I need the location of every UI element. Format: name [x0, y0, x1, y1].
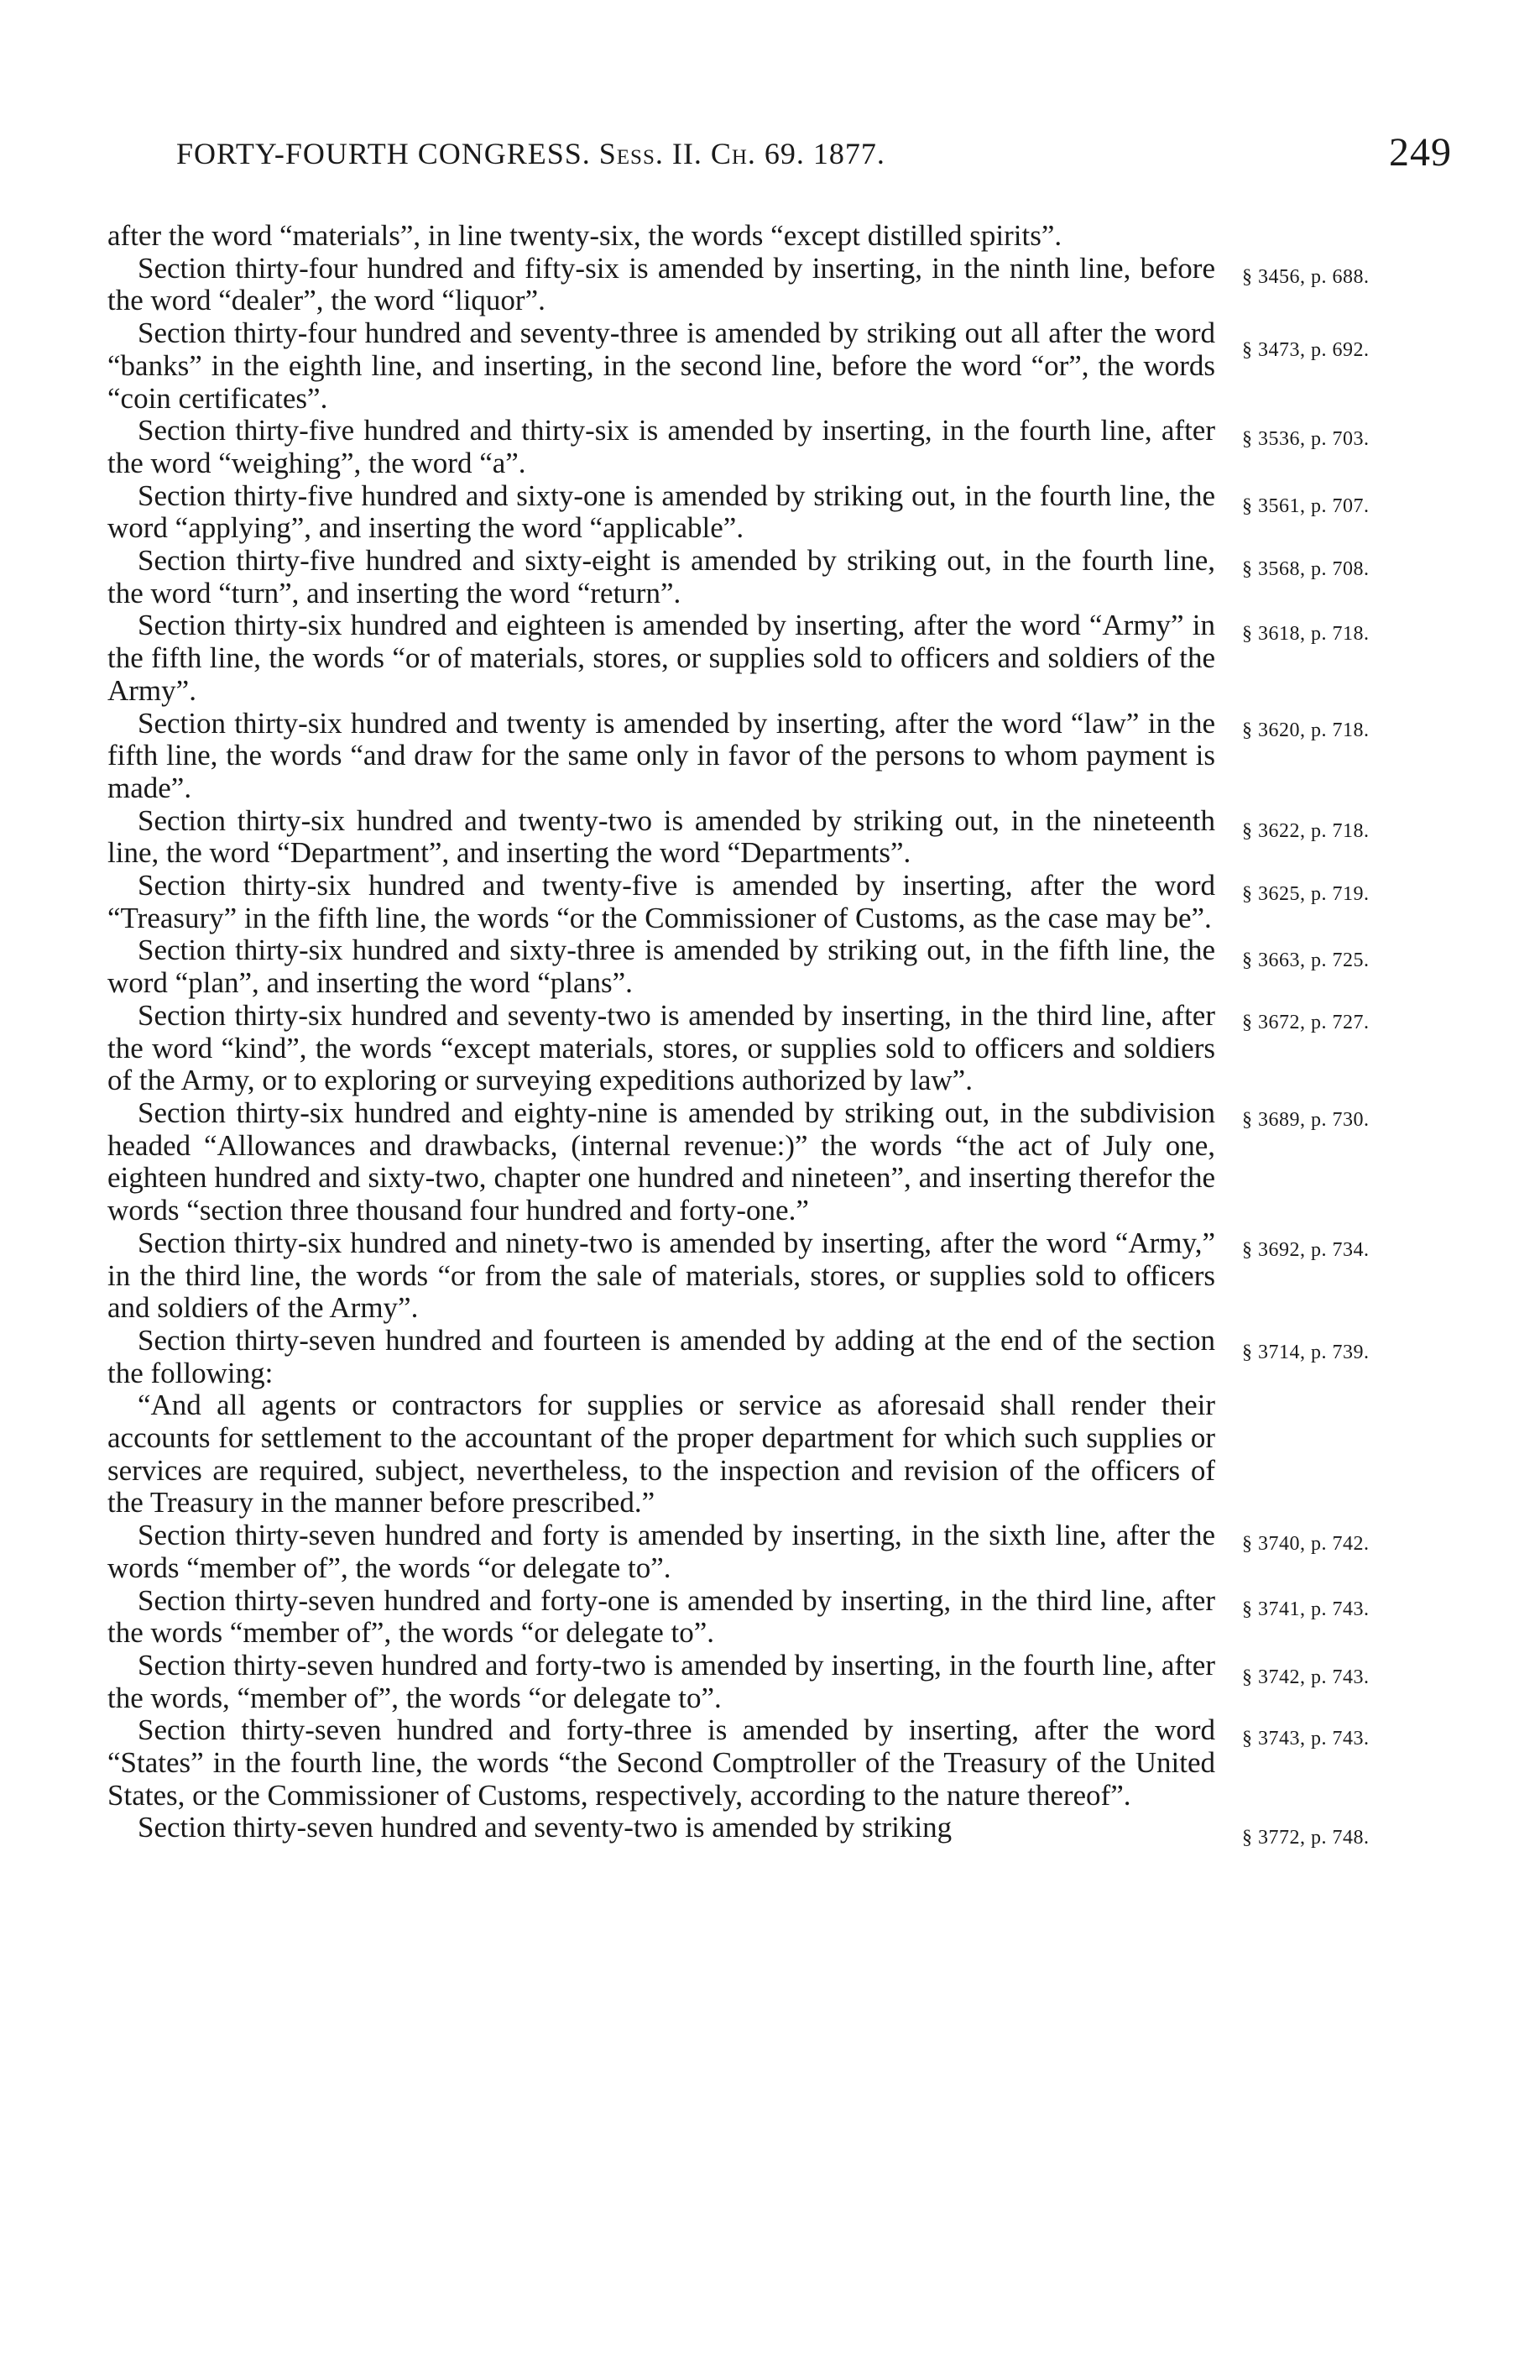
paragraph-text: Section thirty-seven hundred and forty-one is amended by inserting, in the third line, after the words “member of”, the words “or delegate to”. — [107, 1583, 1215, 1650]
paragraph-text: “And all agents or contractors for supplies or service as aforesaid shall render their accounts for settlement to the accountant of the proper department for which such supplies or services are required, subject, nevertheless, to the inspection and revision of the officers of the Treasury in the manner before prescribed.” — [107, 1389, 1215, 1520]
paragraph — [107, 869, 1370, 934]
page-number: 249 — [1389, 130, 1452, 175]
margin-note: § 3620, p. 718. — [1242, 719, 1370, 741]
margin-note: § 3663, p. 725. — [1242, 949, 1370, 972]
paragraph-text: Section thirty-seven hundred and seventy-two is amended by striking — [138, 1811, 953, 1844]
header-title: FORTY-FOURTH CONGRESS. Sess. II. Ch. 69. 1877. — [176, 137, 885, 170]
paragraph — [107, 1519, 1370, 1584]
paragraph — [107, 1811, 1370, 1849]
statute-body — [107, 219, 1370, 1849]
margin-note: § 3772, p. 748. — [1242, 1827, 1370, 1849]
margin-note: § 3622, p. 718. — [1242, 819, 1370, 842]
margin-note: § 3536, p. 703. — [1242, 428, 1370, 451]
paragraph — [107, 1648, 1370, 1714]
paragraph-text: Section thirty-six hundred and twenty-two is amended by striking out, in the nineteenth line, the word “Department”, and inserting the word “Departments”. — [107, 803, 1215, 870]
quoted-paragraph — [107, 1389, 1215, 1520]
paragraph — [107, 479, 1370, 545]
paragraph-text: Section thirty-six hundred and twenty-five is amended by inserting, after the word “Treasury” in the fifth line, the words “or the Commissioner of Customs, as the case may be”. — [107, 869, 1215, 934]
paragraph-text: Section thirty-six hundred and eighty-nine is amended by striking out, in the subdivision headed “Allowances and drawbacks, (internal revenue:)” the words “the act of July one, eighteen hundred and sixty-two, chapter one hundred and nineteen”, and inserting therefor the words “section three thousand four hundred and forty-one.” — [107, 1096, 1215, 1227]
margin-note: § 3740, p. 742. — [1242, 1533, 1370, 1556]
paragraph-text: Section thirty-five hundred and sixty-eight is amended by striking out, in the fourth line, the word “turn”, and inserting the word “return”. — [107, 544, 1215, 609]
margin-note: § 3618, p. 718. — [1242, 623, 1370, 646]
paragraph-text: after the word “materials”, in line twenty-six, the words “except distilled spirits”. — [107, 219, 1062, 252]
paragraph — [107, 1583, 1370, 1650]
paragraph-text: Section thirty-five hundred and thirty-six is amended by inserting, in the fourth line, after the word “weighing”, the word “a”. — [107, 414, 1215, 479]
paragraph — [107, 1323, 1370, 1389]
paragraph-text: Section thirty-six hundred and eighteen is amended by inserting, after the word “Army” in the fifth line, the words “or of materials, stores, or supplies sold to officers and soldiers of the Army”. — [107, 609, 1215, 707]
margin-note: § 3714, p. 739. — [1242, 1341, 1370, 1363]
margin-note: § 3473, p. 692. — [1242, 339, 1370, 362]
paragraph-text: Section thirty-six hundred and twenty is amended by inserting, after the word “law” in the fifth line, the words “and draw for the same only in favor of the persons to whom payment is made”. — [107, 706, 1215, 804]
paragraph — [107, 803, 1370, 870]
paragraph — [107, 998, 1370, 1097]
paragraph-text: Section thirty-six hundred and seventy-two is amended by inserting, in the third line, after the word “kind”, the words “except materials, stores, or supplies sold to officers and soldiers of the Army, or to exploring or surveying expeditions authorized by law”. — [107, 998, 1215, 1097]
paragraph — [107, 706, 1370, 805]
margin-note: § 3568, p. 708. — [1242, 558, 1370, 581]
paragraph-text: Section thirty-seven hundred and fourteen is amended by adding at the end of the section the following: — [107, 1323, 1215, 1389]
paragraph-text: Section thirty-six hundred and sixty-three is amended by striking out, in the fifth line, the word “plan”, and inserting the word “plans”. — [107, 934, 1215, 1000]
paragraph-text: Section thirty-six hundred and ninety-two is amended by inserting, after the word “Army,” in the third line, the words “or from the sale of materials, stores, or supplies sold to officers and soldiers of the Army”. — [107, 1226, 1215, 1325]
paragraph-text: Section thirty-seven hundred and forty-two is amended by inserting, in the fourth line, after the words, “member of”, the words “or delegate to”. — [107, 1648, 1215, 1714]
margin-note: § 3743, p. 743. — [1242, 1728, 1370, 1750]
paragraph-text: Section thirty-four hundred and fifty-six is amended by inserting, in the ninth line, before the word “dealer”, the word “liquor”. — [107, 251, 1215, 317]
paragraph — [107, 609, 1370, 707]
paragraph — [107, 1096, 1370, 1227]
paragraph-text: Section thirty-five hundred and sixty-one is amended by striking out, in the fourth line, the word “applying”, and inserting the word “applicable”. — [107, 479, 1215, 545]
paragraph — [107, 220, 1215, 253]
paragraph — [107, 414, 1370, 479]
margin-note: § 3625, p. 719. — [1242, 883, 1370, 906]
paragraph — [107, 1713, 1370, 1812]
paragraph — [107, 1226, 1370, 1325]
paragraph — [107, 251, 1370, 317]
running-head — [176, 129, 1452, 180]
paragraph — [107, 316, 1370, 415]
margin-note: § 3672, p. 727. — [1242, 1011, 1370, 1033]
margin-note: § 3692, p. 734. — [1242, 1238, 1370, 1261]
margin-note: § 3689, p. 730. — [1242, 1108, 1370, 1131]
paragraph — [107, 934, 1370, 1000]
paragraph-text: Section thirty-four hundred and seventy-three is amended by striking out all after the word “banks” in the eighth line, and inserting, in the second line, before the word “or”, the words “coin certificates”. — [107, 316, 1215, 415]
paragraph-text: Section thirty-seven hundred and forty-three is amended by inserting, after the word “States” in the fourth line, the words “the Second Comptroller of the Treasury of the United States, or the Commissioner of Customs, respectively, according to the nature thereof”. — [107, 1713, 1215, 1812]
margin-note: § 3561, p. 707. — [1242, 494, 1370, 517]
paragraph-text: Section thirty-seven hundred and forty is amended by inserting, in the sixth line, after the words “member of”, the words “or delegate to”. — [107, 1519, 1215, 1584]
margin-note: § 3456, p. 688. — [1242, 265, 1370, 288]
paragraph — [107, 544, 1370, 609]
margin-note: § 3741, p. 743. — [1242, 1598, 1370, 1620]
margin-note: § 3742, p. 743. — [1242, 1666, 1370, 1688]
